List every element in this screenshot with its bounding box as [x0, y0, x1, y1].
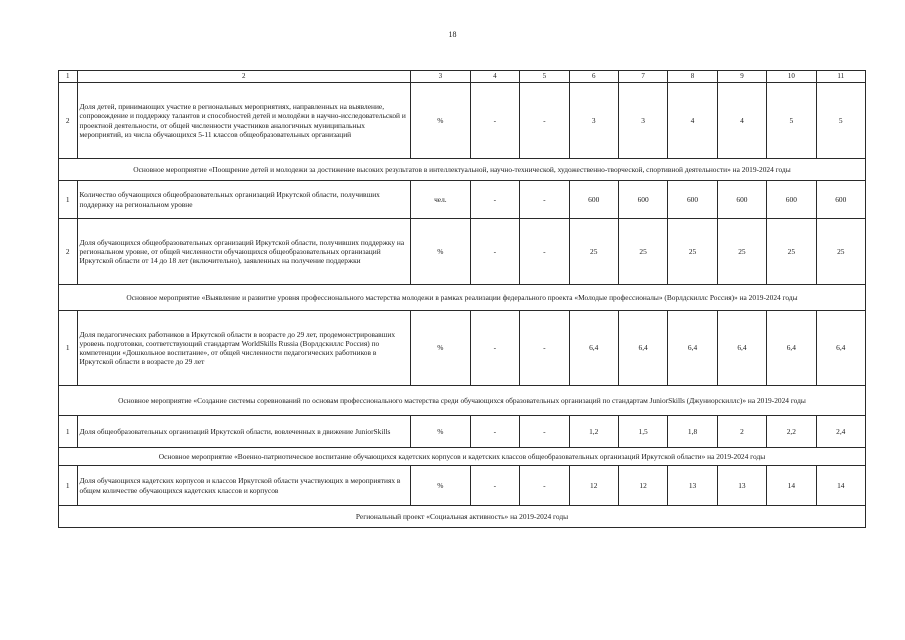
row-number: 2	[59, 83, 78, 159]
value-cell: 1,5	[618, 416, 667, 448]
unit-cell: %	[411, 311, 471, 386]
column-number: 6	[569, 71, 618, 83]
value-cell: -	[520, 311, 569, 386]
section-title: Основное мероприятие «Поощрение детей и молодежи за достижение высоких результатов в интеллектуальной, научно-технической, художественно-творческой, спортивной деятельности» на 2019-2024 годы	[59, 159, 866, 181]
value-cell: 14	[816, 466, 865, 506]
value-cell: 2,4	[816, 416, 865, 448]
column-number: 3	[411, 71, 471, 83]
value-cell: 5	[767, 83, 816, 159]
value-cell: 6,4	[717, 311, 766, 386]
column-number: 8	[668, 71, 717, 83]
value-cell: -	[520, 83, 569, 159]
value-cell: 6,4	[668, 311, 717, 386]
unit-cell: %	[411, 416, 471, 448]
value-cell: -	[520, 181, 569, 219]
column-number-row	[59, 71, 866, 83]
section-row	[59, 285, 866, 311]
section-title: Основное мероприятие «Выявление и развитие уровня профессионального мастерства молодежи в рамках реализации федерального проекта «Молодые профессионалы» (Ворлдскиллс Россия)» на 2019-2024 годы	[59, 285, 866, 311]
column-number: 2	[77, 71, 411, 83]
value-cell: 2	[717, 416, 766, 448]
value-cell: 3	[569, 83, 618, 159]
value-cell: 6,4	[767, 311, 816, 386]
indicator-description: Доля обучающихся кадетских корпусов и классов Иркутской области участвующих в мероприятиях в общем количестве обучающихся кадетских классов и корпусов	[77, 466, 411, 506]
indicator-description: Доля педагогических работников в Иркутской области в возрасте до 29 лет, продемонстрировавших уровень подготовки, соответствующий стандартам WorldSkills Russia (Ворлдскиллс Россия) по компетенции «Дошкольное воспитание», от общей численности педагогических работников в Иркутской области в возрасте до 29 лет	[77, 311, 411, 386]
indicator-description: Доля обучающихся общеобразовательных организаций Иркутской области, получивших поддержку на региональном уровне, от общей численности обучающихся общеобразовательных организаций Иркутской области от 14 до 18 лет (включительно), заявленных на получение поддержки	[77, 219, 411, 285]
indicator-row	[59, 219, 866, 285]
unit-cell: %	[411, 466, 471, 506]
indicator-row	[59, 311, 866, 386]
section-row	[59, 159, 866, 181]
value-cell: 12	[569, 466, 618, 506]
row-number: 1	[59, 416, 78, 448]
indicators-table	[58, 70, 866, 528]
value-cell: 25	[717, 219, 766, 285]
value-cell: 3	[618, 83, 667, 159]
value-cell: 600	[569, 181, 618, 219]
section-row	[59, 506, 866, 528]
value-cell: -	[470, 311, 519, 386]
value-cell: 13	[717, 466, 766, 506]
indicator-description: Доля детей, принимающих участие в региональных мероприятиях, направленных на выявление, сопровождение и поддержку талантов и способностей детей и молодёжи в научно-исследовательской и проектной деятельности, от общей численности участников аналогичных муниципальных мероприятий, из числа обучающихся 5-11 классов общеобразовательных организаций	[77, 83, 411, 159]
value-cell: 4	[717, 83, 766, 159]
value-cell: -	[470, 466, 519, 506]
column-number: 10	[767, 71, 816, 83]
indicator-description: Количество обучающихся общеобразовательных организаций Иркутской области, получивших поддержку на региональном уровне	[77, 181, 411, 219]
value-cell: -	[470, 83, 519, 159]
value-cell: -	[470, 181, 519, 219]
section-title: Региональный проект «Социальная активность» на 2019-2024 годы	[59, 506, 866, 528]
value-cell: 5	[816, 83, 865, 159]
value-cell: 12	[618, 466, 667, 506]
column-number: 9	[717, 71, 766, 83]
section-title: Основное мероприятие «Военно-патриотическое воспитание обучающихся кадетских корпусов и кадетских классов общеобразовательных организаций Иркутской области» на 2019-2024 годы	[59, 448, 866, 466]
value-cell: 2,2	[767, 416, 816, 448]
column-number: 11	[816, 71, 865, 83]
value-cell: 6,4	[618, 311, 667, 386]
value-cell: -	[520, 466, 569, 506]
unit-cell: чел.	[411, 181, 471, 219]
indicator-row	[59, 83, 866, 159]
value-cell: 25	[569, 219, 618, 285]
value-cell: 1,8	[668, 416, 717, 448]
row-number: 1	[59, 311, 78, 386]
indicator-row	[59, 416, 866, 448]
section-row	[59, 448, 866, 466]
row-number: 2	[59, 219, 78, 285]
unit-cell: %	[411, 219, 471, 285]
section-title: Основное мероприятие «Создание системы соревнований по основам профессионального мастерства среди обучающихся образовательных организаций по стандартам JuniorSkills (Джуниорскиллс)» на 2019-2024 годы	[59, 386, 866, 416]
value-cell: 6,4	[816, 311, 865, 386]
row-number: 1	[59, 181, 78, 219]
value-cell: 600	[717, 181, 766, 219]
page-number: 18	[448, 30, 457, 39]
column-number: 5	[520, 71, 569, 83]
value-cell: 25	[668, 219, 717, 285]
value-cell: 600	[767, 181, 816, 219]
indicator-row	[59, 181, 866, 219]
value-cell: -	[470, 219, 519, 285]
value-cell: -	[520, 416, 569, 448]
value-cell: 600	[816, 181, 865, 219]
value-cell: 6,4	[569, 311, 618, 386]
row-number: 1	[59, 466, 78, 506]
value-cell: 4	[668, 83, 717, 159]
value-cell: -	[520, 219, 569, 285]
column-number: 7	[618, 71, 667, 83]
value-cell: 25	[618, 219, 667, 285]
value-cell: -	[470, 416, 519, 448]
value-cell: 25	[816, 219, 865, 285]
value-cell: 25	[767, 219, 816, 285]
section-row	[59, 386, 866, 416]
unit-cell: %	[411, 83, 471, 159]
indicator-row	[59, 466, 866, 506]
column-number: 4	[470, 71, 519, 83]
column-number: 1	[59, 71, 78, 83]
value-cell: 13	[668, 466, 717, 506]
value-cell: 1,2	[569, 416, 618, 448]
value-cell: 14	[767, 466, 816, 506]
indicator-description: Доля общеобразовательных организаций Иркутской области, вовлеченных в движение JuniorSkills	[77, 416, 411, 448]
value-cell: 600	[668, 181, 717, 219]
value-cell: 600	[618, 181, 667, 219]
